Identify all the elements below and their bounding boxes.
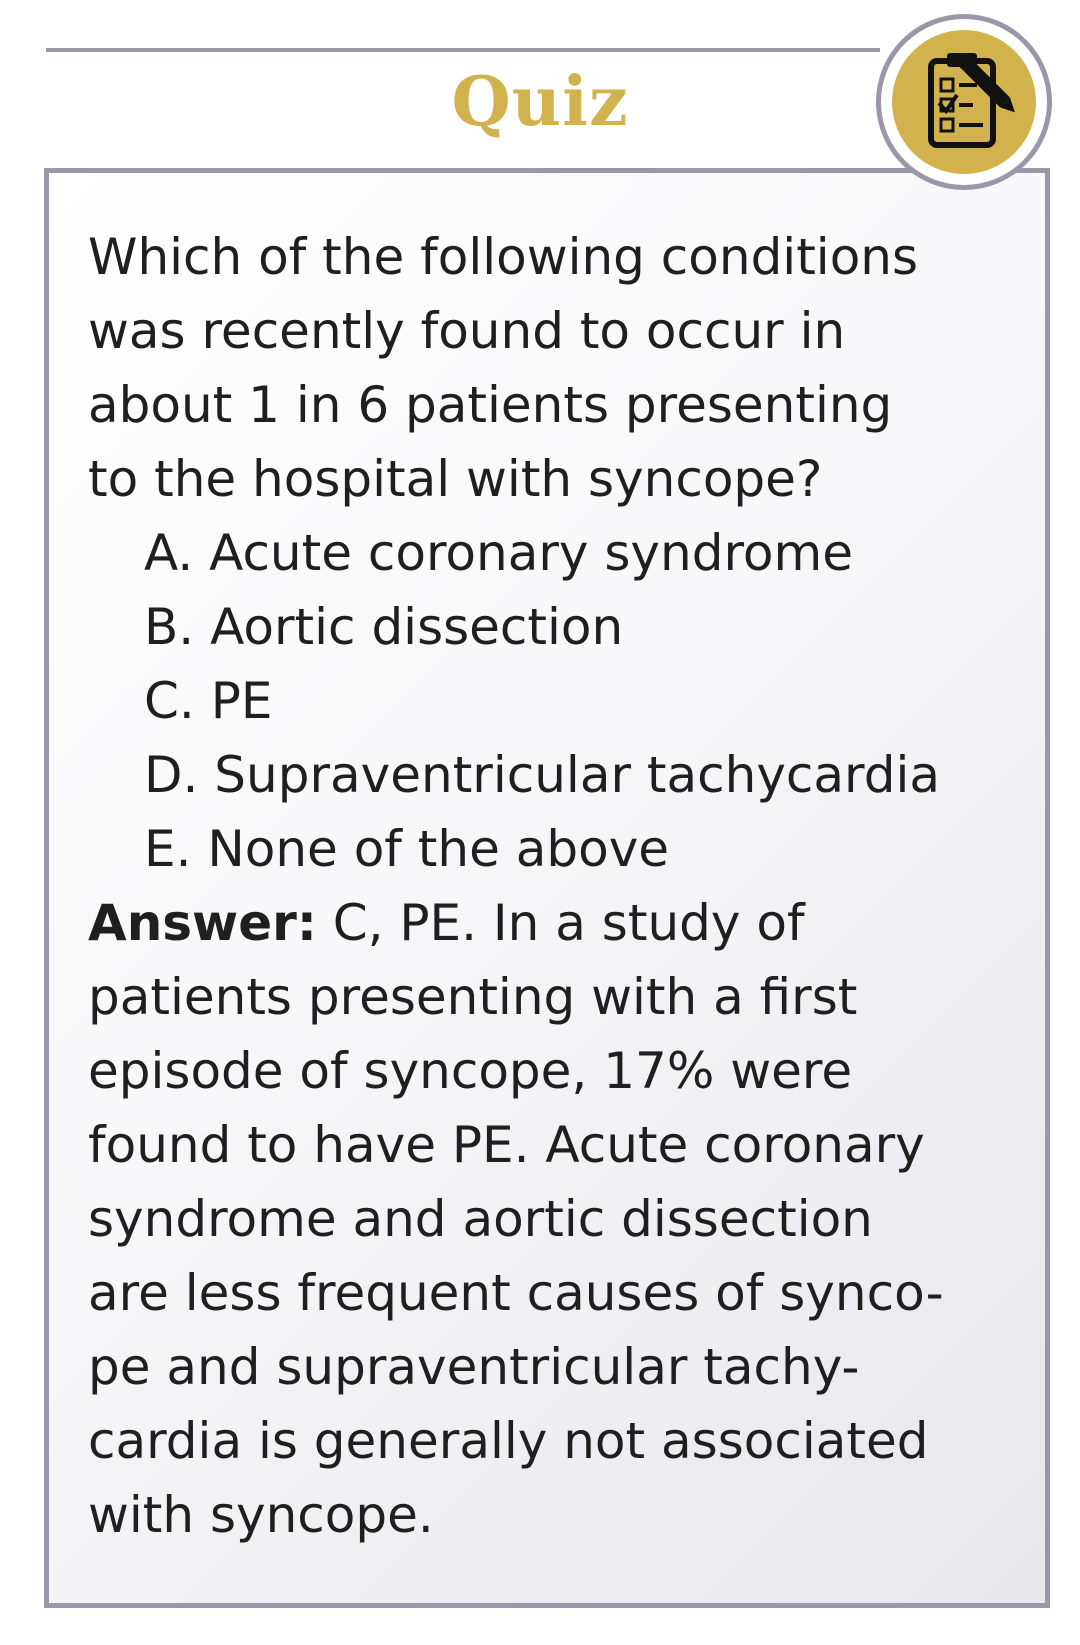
- answer-first-text: C, PE. In a study of: [316, 894, 805, 952]
- answer-line: pe and supraventricular tachy-: [88, 1338, 860, 1396]
- answer-line: found to have PE. Acute coronary: [88, 1116, 925, 1174]
- question-line: was recently found to occur in: [88, 302, 846, 360]
- option-d: D. Supraventricular tachycardia: [144, 746, 940, 804]
- answer-line: syndrome and aortic dissection: [88, 1190, 873, 1248]
- clipboard-checklist-icon: [876, 14, 1052, 190]
- answer-line: episode of syncope, 17% were: [88, 1042, 853, 1100]
- answer-line: cardia is generally not associated: [88, 1412, 929, 1470]
- option-e: E. None of the above: [144, 820, 670, 878]
- option-a: A. Acute coronary syndrome: [144, 524, 853, 582]
- answer-line: are less frequent causes of synco-: [88, 1264, 944, 1322]
- quiz-content: [88, 220, 1018, 1552]
- option-b: B. Aortic dissection: [144, 598, 624, 656]
- answer-line: with syncope.: [88, 1486, 434, 1544]
- option-c: C. PE: [144, 672, 273, 730]
- answer-first-line: [88, 886, 1018, 960]
- question-line: Which of the following conditions: [88, 228, 919, 286]
- quiz-title: Quiz: [451, 62, 629, 142]
- header-rule: [46, 48, 880, 52]
- question-line: about 1 in 6 patients presenting: [88, 376, 893, 434]
- question-line: to the hospital with syncope?: [88, 450, 823, 508]
- answer-line: patients presenting with a first: [88, 968, 858, 1026]
- answer-label: Answer:: [88, 894, 317, 952]
